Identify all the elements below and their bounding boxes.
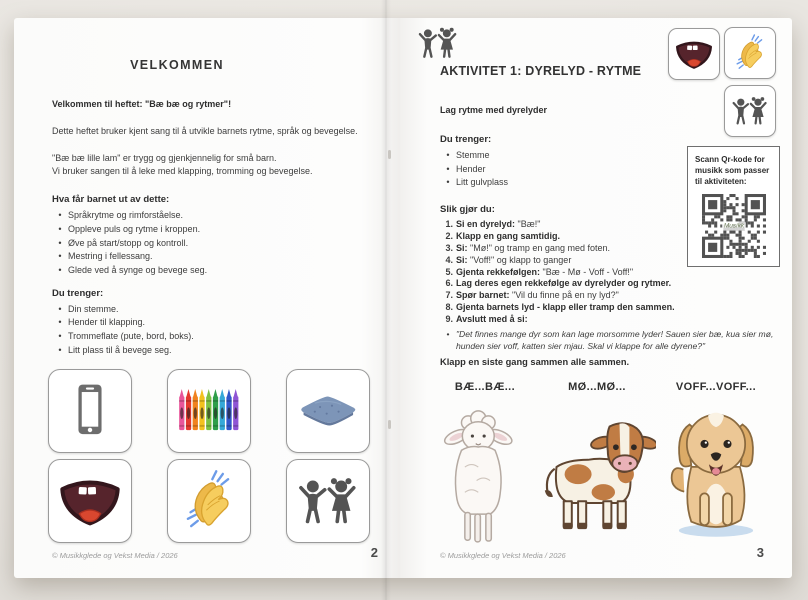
section-heading: Du trenger: xyxy=(52,287,104,299)
animal-group-puppy xyxy=(658,381,774,543)
qr-wrap xyxy=(702,194,766,258)
lamb-illustration xyxy=(443,397,527,549)
mouth-icon xyxy=(57,468,123,534)
list-item-text: Si: "Voff!" og klapp to ganger xyxy=(456,254,572,265)
sound-label: MØ...MØ... xyxy=(568,381,626,393)
card-children xyxy=(724,85,776,137)
sound-label: BÆ...BÆ... xyxy=(454,381,516,393)
need-item xyxy=(52,330,380,344)
need-item xyxy=(52,303,380,317)
bullet-marker: • xyxy=(58,330,62,341)
qr-center-label: Musikk xyxy=(723,222,745,230)
benefit-item xyxy=(52,209,380,223)
section-heading: Du trenger: xyxy=(440,134,492,146)
number-marker: 2. xyxy=(445,230,453,241)
list-item-text: Språkrytme og rimforståelse. xyxy=(68,210,184,221)
icon-card-grid xyxy=(48,369,380,543)
staple xyxy=(388,420,391,429)
bullet-marker: • xyxy=(58,303,62,314)
bullet-marker: • xyxy=(58,237,62,248)
animal-group-lamb xyxy=(434,381,536,549)
closing-quote: "Det finnes mange dyr som kan lage morsomme lyder! Sauen sier bæ, kua sier mø, hunden sier voff, katten sier mjau. Skal vi klappe for alle dyrene?" xyxy=(456,328,774,351)
bullet-marker: • xyxy=(446,177,450,188)
staple xyxy=(388,150,391,159)
activity-title: AKTIVITET 1: DYRELYD - RYTME xyxy=(440,64,642,78)
list-item-text: Gjenta rekkefølgen: "Bæ - Mø - Voff - Voff!" xyxy=(456,266,634,277)
page-right xyxy=(400,18,792,578)
needs-list xyxy=(52,303,380,358)
mouth-icon xyxy=(674,34,714,74)
puppy-illustration xyxy=(663,397,769,543)
page-title: VELKOMMEN xyxy=(130,58,224,72)
bullet-marker: • xyxy=(58,210,62,221)
children-icon xyxy=(295,468,361,534)
list-item-text: Din stemme. xyxy=(68,303,119,314)
children-icon xyxy=(730,91,770,131)
step-item xyxy=(440,290,778,302)
bullet-marker: • xyxy=(58,251,62,262)
step-item xyxy=(440,314,778,326)
paragraph: Dette heftet bruker kjent sang til å utvikle barnets rytme, språk og bevegelse. xyxy=(52,126,358,137)
benefit-item xyxy=(52,264,380,278)
list-item-text: Stemme xyxy=(456,150,490,161)
phone-icon xyxy=(57,378,123,444)
step-item xyxy=(440,278,778,290)
step-item xyxy=(440,267,778,279)
list-item-text: Litt gulvplass xyxy=(456,177,509,188)
bullet-marker: • xyxy=(446,150,450,161)
closing-quote-row xyxy=(440,328,778,352)
paragraph xyxy=(52,152,380,178)
closing-line: Klapp en siste gang sammen alle sammen. xyxy=(440,357,630,367)
copyright-text: © Musikkglede og Vekst Media / 2026 xyxy=(440,551,566,560)
crayons-icon xyxy=(176,378,242,444)
list-item-text: Trommeflate (pute, bord, boks). xyxy=(68,330,194,341)
copyright-text: © Musikkglede og Vekst Media / 2026 xyxy=(52,551,178,560)
list-item-text: Glede ved å synge og bevege seg. xyxy=(68,264,208,275)
list-item-text: Avslutt med å si: xyxy=(456,314,528,325)
qr-label: Scann Qr-kode for musikk som passer til aktiviteten: xyxy=(695,155,770,187)
list-item-text: Hender xyxy=(456,163,486,174)
paragraph-line: Vi bruker sangen til å leke med klapping, tromming og bevegelse. xyxy=(52,166,313,177)
page-left xyxy=(14,18,400,578)
list-item-text: Lag deres egen rekkefølge av dyrelyder og rytmer. xyxy=(456,278,672,289)
bullet-marker: • xyxy=(58,317,62,328)
intro-line: Velkommen til heftet: "Bæ bæ og rytmer"! xyxy=(52,99,232,109)
page-footer xyxy=(52,545,378,560)
need-item xyxy=(52,316,380,330)
list-item-text: Si: "Mø!" og tramp en gang med foten. xyxy=(456,242,610,253)
benefit-item xyxy=(52,223,380,237)
page-number: 2 xyxy=(370,545,378,560)
need-item xyxy=(52,344,380,358)
bullet-marker: • xyxy=(446,163,450,174)
page-footer xyxy=(440,545,764,560)
pillow-icon xyxy=(295,378,361,444)
card-children xyxy=(286,459,370,543)
number-marker: 8. xyxy=(445,302,453,313)
bullet-marker: • xyxy=(58,344,62,355)
number-marker: 5. xyxy=(445,266,453,277)
list-item-text: Si en dyrelyd: "Bæ!" xyxy=(456,219,541,230)
number-marker: 7. xyxy=(445,290,453,301)
animal-group-calf xyxy=(536,381,658,539)
card-clap xyxy=(167,459,251,543)
clap-icon xyxy=(730,33,770,73)
list-item-text: Hender til klapping. xyxy=(68,317,146,328)
bullet-marker: • xyxy=(58,264,62,275)
benefits-list xyxy=(52,209,380,277)
animal-row xyxy=(434,381,778,549)
card-crayons xyxy=(167,369,251,453)
sound-label: VOFF...VOFF... xyxy=(675,381,757,393)
booklet-spread xyxy=(14,18,792,578)
benefit-item xyxy=(52,237,380,251)
list-item-text: Litt plass til å bevege seg. xyxy=(68,344,172,355)
card-mouth xyxy=(48,459,132,543)
list-item-text: Spør barnet: "Vil du finne på en ny lyd?" xyxy=(456,290,619,301)
qr-box xyxy=(687,146,780,267)
card-phone xyxy=(48,369,132,453)
paragraph-line: "Bæ bæ lille lam" er trygg og gjenkjennelig for små barn. xyxy=(52,153,277,164)
card-pillow xyxy=(286,369,370,453)
card-clap xyxy=(724,27,776,79)
list-item-text: Klapp en gang samtidig. xyxy=(456,230,561,241)
number-marker: 4. xyxy=(445,254,453,265)
number-marker: 1. xyxy=(445,219,453,230)
page-number: 3 xyxy=(756,545,764,560)
list-item-text: Oppleve puls og rytme i kroppen. xyxy=(68,223,201,234)
list-item-text: Øve på start/stopp og kontroll. xyxy=(68,237,189,248)
bullet-marker: • xyxy=(58,223,62,234)
number-marker: 3. xyxy=(445,242,453,253)
benefit-item xyxy=(52,250,380,264)
section-heading: Hva får barnet ut av dette: xyxy=(52,194,170,206)
children-icon xyxy=(416,25,460,61)
list-item-text: Mestring i fellessang. xyxy=(68,251,153,262)
bullet-marker xyxy=(440,328,456,352)
number-marker: 9. xyxy=(445,314,453,325)
clap-icon xyxy=(176,468,242,534)
step-item xyxy=(440,302,778,314)
activity-subtitle: Lag rytme med dyrelyder xyxy=(440,105,548,115)
list-item-text: Gjenta barnets lyd - klapp eller tramp den sammen. xyxy=(456,302,675,313)
section-heading: Slik gjør du: xyxy=(440,204,495,216)
card-mouth xyxy=(668,28,720,80)
calf-illustration xyxy=(538,413,656,539)
number-marker: 6. xyxy=(445,278,453,289)
